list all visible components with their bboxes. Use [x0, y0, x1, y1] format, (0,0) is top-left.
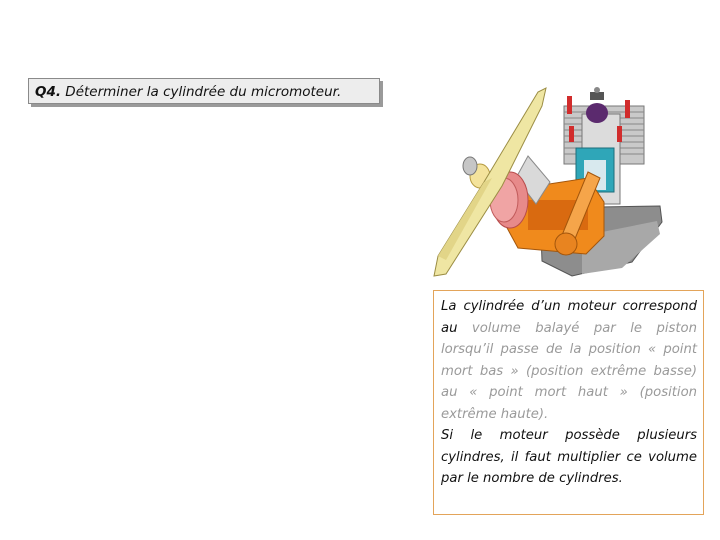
explanation-intro: La cylindrée d’un moteur correspond au — [441, 299, 697, 336]
explanation-box — [433, 290, 704, 515]
question-number: Q4. — [35, 84, 61, 100]
explanation-paragraph-1 — [441, 296, 697, 425]
explanation-paragraph-2: Si le moteur possède plusieurs cylindres, il faut multiplier ce volume par le nombre de cylindres. — [441, 428, 697, 486]
question-box — [28, 78, 380, 104]
explanation-highlight: volume balayé par le piston lorsqu’il passe de la position « point mort bas » (position extrême basse) au « point mort haut » (position extrême haute). — [441, 320, 697, 422]
engine-illustration — [432, 86, 668, 278]
question-text: Déterminer la cylindrée du micromoteur. — [65, 84, 342, 100]
